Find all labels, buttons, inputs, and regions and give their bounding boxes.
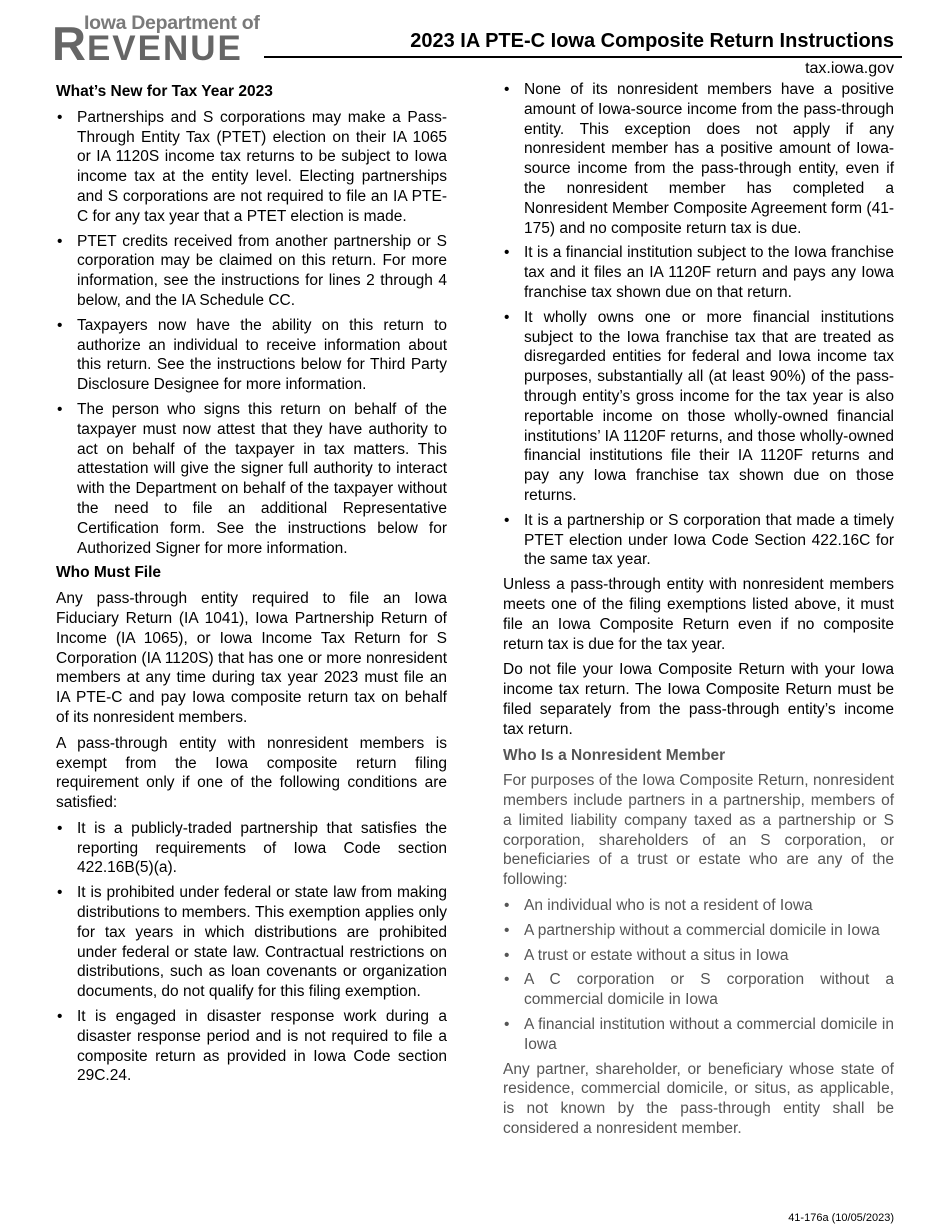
whats-new-list <box>56 108 447 559</box>
list-item: • It is a financial institution subject to the Iowa franchise tax and it files an IA 1120F return and pays any Iowa franchise tax shown due on that return. <box>503 243 894 302</box>
paragraph: Any pass-through entity required to file an Iowa Fiduciary Return (IA 1041), Iowa Partnership Return of Income (IA 1065), or Iowa Income Tax Return for S Corporation (IA 1120S) that has one or more nonresident members at any time during tax year 2023 must file an IA PTE-C and pay Iowa composite return tax on behalf of its nonresident members. <box>56 590 447 726</box>
paragraph: For purposes of the Iowa Composite Return, nonresident members include partners in a partnership, members of a limited liability company taxed as a partnership or S corporation, shareholders of an S corporation, or beneficiaries of a trust or estate who are any of the following: <box>503 772 894 889</box>
right-column <box>503 80 894 1145</box>
logo-department-text: Iowa Department of <box>84 12 260 34</box>
logo-revenue-text: REVENUE <box>52 17 243 70</box>
list-item: • It is prohibited under federal or state law from making distributions to members. This exemption applies only for tax years in which distributions are prohibited under federal or state law. Contractual restrictions on distributions, such as loan covenants or organization documents, do not qualify for this filing exemption. <box>56 883 447 1002</box>
list-item: • A financial institution without a commercial domicile in Iowa <box>503 1015 894 1055</box>
list-item: • A trust or estate without a situs in Iowa <box>503 946 894 966</box>
form-id: 41-176a (10/05/2023) <box>788 1212 894 1224</box>
list-item: • The person who signs this return on behalf of the taxpayer must now attest that they have authority to act on behalf of the taxpayer in tax matters. This attestation will give the signer full authority to interact with the Department on behalf of the taxpayer without the need to file an additional Representative Certification form. See the instructions below for Authorized Signer for more information. <box>56 400 447 558</box>
header-rule <box>264 56 902 58</box>
list-item: • PTET credits received from another partnership or S corporation may be claimed on this return. For more information, see the instructions for lines 2 through 4 below, and the IA Schedule CC. <box>56 232 447 311</box>
list-item: • Taxpayers now have the ability on this return to authorize an individual to receive information about this return. See the instructions below for Third Party Disclosure Designee for more information. <box>56 316 447 395</box>
list-item: • Partnerships and S corporations may make a Pass-Through Entity Tax (PTET) election on their IA 1065 or IA 1120S income tax returns to be subject to Iowa income tax at the entity level. Electing partnerships and S corporations are not required to file an IA PTE-C for any tax year that a PTET election is made. <box>56 108 447 227</box>
list-item: • A C corporation or S corporation without a commercial domicile in Iowa <box>503 970 894 1010</box>
paragraph: Do not file your Iowa Composite Return with your Iowa income tax return. The Iowa Composite Return must be filed separately from the pass-through entity’s income tax return. <box>503 661 894 738</box>
list-item: • It wholly owns one or more financial institutions subject to the Iowa franchise tax that are treated as disregarded entities for federal and Iowa income tax purposes, substantially all (at least 90%) of the pass-through entity’s gross income for the tax year is also reportable income on those wholly-owned financial institutions’ IA 1120F returns, and those wholly-owned financial institutions file their IA 1120F returns and pay any Iowa franchise tax shown due on those returns. <box>503 308 894 506</box>
list-item: • It is a partnership or S corporation that made a timely PTET election under Iowa Code Section 422.16C for the same tax year. <box>503 511 894 570</box>
website-link[interactable]: tax.iowa.gov <box>805 60 894 77</box>
document-title: 2023 IA PTE-C Iowa Composite Return Instructions <box>410 30 894 52</box>
nonresident-list <box>503 896 894 1055</box>
paragraph: A pass-through entity with nonresident members is exempt from the Iowa composite return filing requirement only if one of the following conditions are satisfied: <box>56 734 447 812</box>
exemption-list-continued <box>503 80 894 570</box>
nonresident-member-heading: Who Is a Nonresident Member <box>503 746 726 764</box>
paragraph: Unless a pass-through entity with nonresident members meets one of the filing exemptions listed above, it must file an Iowa Composite Return even if no composite return tax is due for the tax year. <box>503 576 894 653</box>
list-item: • An individual who is not a resident of Iowa <box>503 896 894 916</box>
whats-new-heading: What’s New for Tax Year 2023 <box>56 83 273 100</box>
iowa-revenue-logo <box>52 12 267 68</box>
paragraph: Any partner, shareholder, or beneficiary whose state of residence, commercial domicile, or situs, as applicable, is not known by the pass-through entity shall be considered a nonresident member. <box>503 1060 894 1138</box>
list-item: • None of its nonresident members have a positive amount of Iowa-source income from the pass-through entity. This exception does not apply if any nonresident member has a positive amount of Iowa-source income from the pass-through entity, even if the nonresident member has completed a Nonresident Member Composite Agreement form (41-175) and no composite return tax is due. <box>503 80 894 238</box>
who-must-file-heading: Who Must File <box>56 564 162 582</box>
list-item: • A partnership without a commercial domicile in Iowa <box>503 921 894 941</box>
list-item: • It is engaged in disaster response work during a disaster response period and is not required to file a composite return as provided in Iowa Code section 29C.24. <box>56 1007 447 1086</box>
exemption-list <box>56 819 447 1086</box>
list-item: • It is a publicly-traded partnership that satisfies the reporting requirements of Iowa Code section 422.16B(5)(a). <box>56 819 447 878</box>
left-column <box>56 78 447 1091</box>
